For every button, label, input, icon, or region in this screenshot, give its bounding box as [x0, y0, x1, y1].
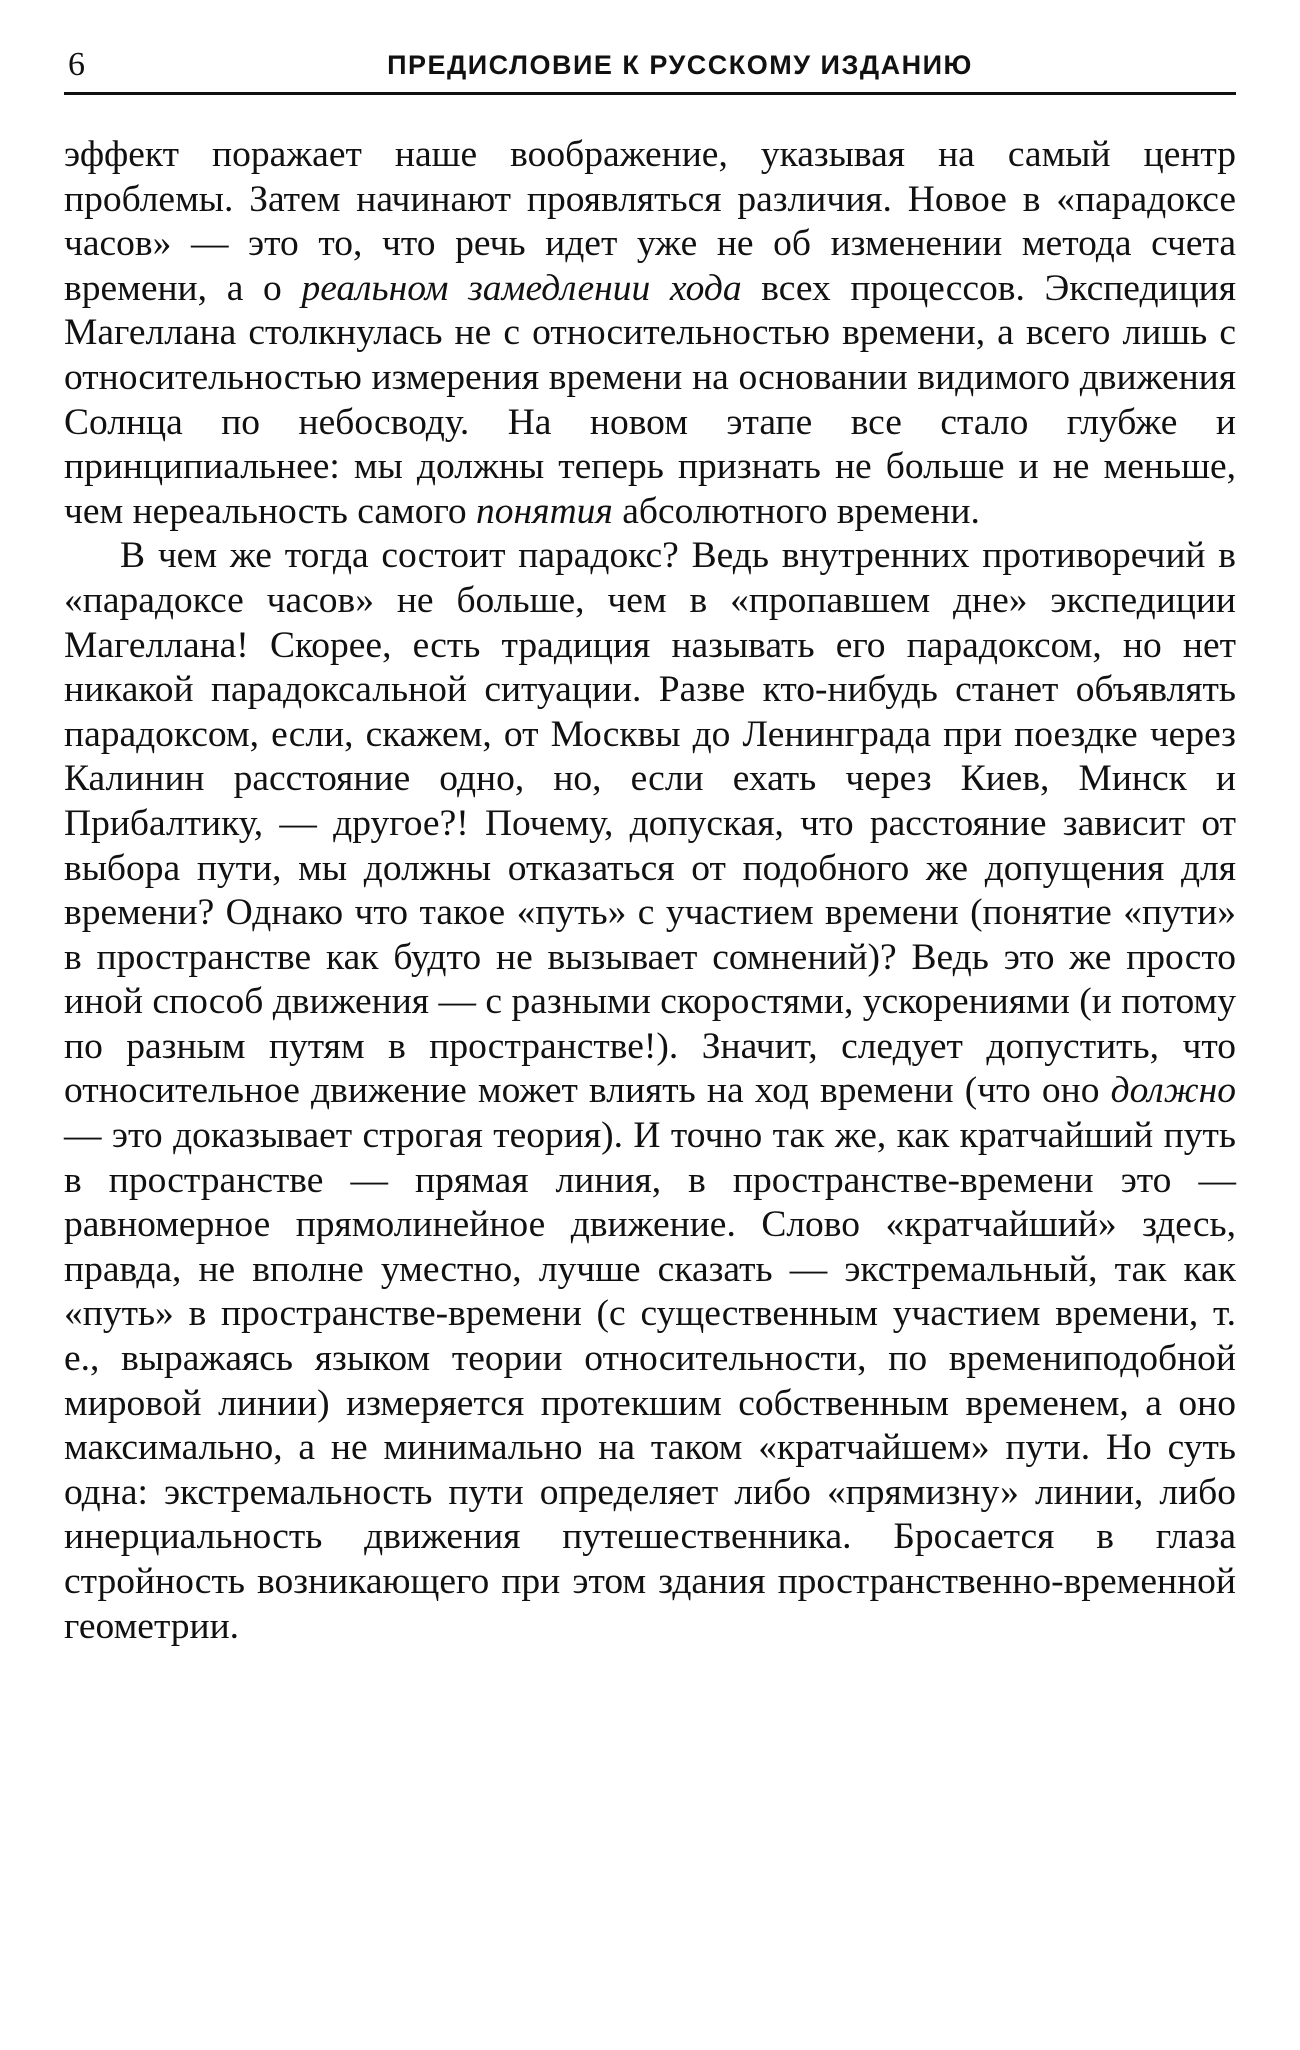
- paragraph-1: [64, 133, 1236, 534]
- book-page: [64, 40, 1236, 1649]
- page-number: 6: [68, 46, 85, 83]
- paragraph-2-emphasis-a: должно: [1110, 1070, 1236, 1112]
- paragraph-1-emphasis-a: реальном замедлении хода: [301, 267, 742, 309]
- paragraph-1-text-b: всех процессов. Экспедиция Магеллана столкнулась не с относительностью времени, а всего лишь с относительностью измерения времени на основании видимого движения Солнца по небосводу. На новом этапе все стало глубже и принципиальнее: мы должны теперь признать не больше и не меньше, чем нереальность самого: [64, 267, 1236, 532]
- paragraph-1-emphasis-b: понятия: [476, 490, 613, 532]
- running-title: ПРЕДИСЛОВИЕ К РУССКОМУ ИЗДАНИЮ: [387, 50, 973, 80]
- body-text: [64, 133, 1236, 1649]
- paragraph-1-text-a: эффект поражает наше воображение, указывая на самый центр проблемы. Затем начинают проявляться различия. Новое в «парадоксе часов» — это то, что речь идет уже не об изменении метода счета времени, а о: [64, 134, 1236, 309]
- paragraph-2-text-a: В чем же тогда состоит парадокс? Ведь внутренних противоречий в «парадоксе часов» не больше, чем в «пропавшем дне» экспедиции Магеллана! Скорее, есть традиция называть его парадоксом, но нет никакой парадоксальной ситуации. Разве кто-нибудь станет объявлять парадоксом, если, скажем, от Москвы до Ленинграда при поездке через Калинин расстояние одно, но, если ехать через Киев, Минск и Прибалтику, — другое?! Почему, допуская, что расстояние зависит от выбора пути, мы должны отказаться от подобного же допущения для времени? Однако что такое «путь» с участием времени (понятие «пути» в пространстве как будто не вызывает сомнений)? Ведь это же просто иной способ движения — с разными скоростями, ускорениями (и потому по разным путям в пространстве!). Значит, следует допустить, что относительное движение может влиять на ход времени (что оно: [64, 535, 1236, 1112]
- paragraph-2-text-b: — это доказывает строгая теория). И точно так же, как кратчайший путь в пространстве — прямая линия, в пространстве-времени это — равномерное прямолинейное движение. Слово «кратчайший» здесь, правда, не вполне уместно, лучше сказать — экстремальный, так как «путь» в пространстве-времени (с существенным участием времени, т. е., выражаясь языком теории относительности, по времениподобной мировой линии) измеряется протекшим собственным временем, а оно максимально, а не минимально на таком «кратчайшем» пути. Но суть одна: экстремальность пути определяет либо «прямизну» линии, либо инерциальность движения путешественника. Бросается в глаза стройность возникающего при этом здания пространственно-временной геометрии.: [64, 1115, 1236, 1647]
- paragraph-1-text-c: абсолютного времени.: [612, 490, 980, 532]
- paragraph-2: [64, 534, 1236, 1649]
- running-head: [64, 40, 1236, 95]
